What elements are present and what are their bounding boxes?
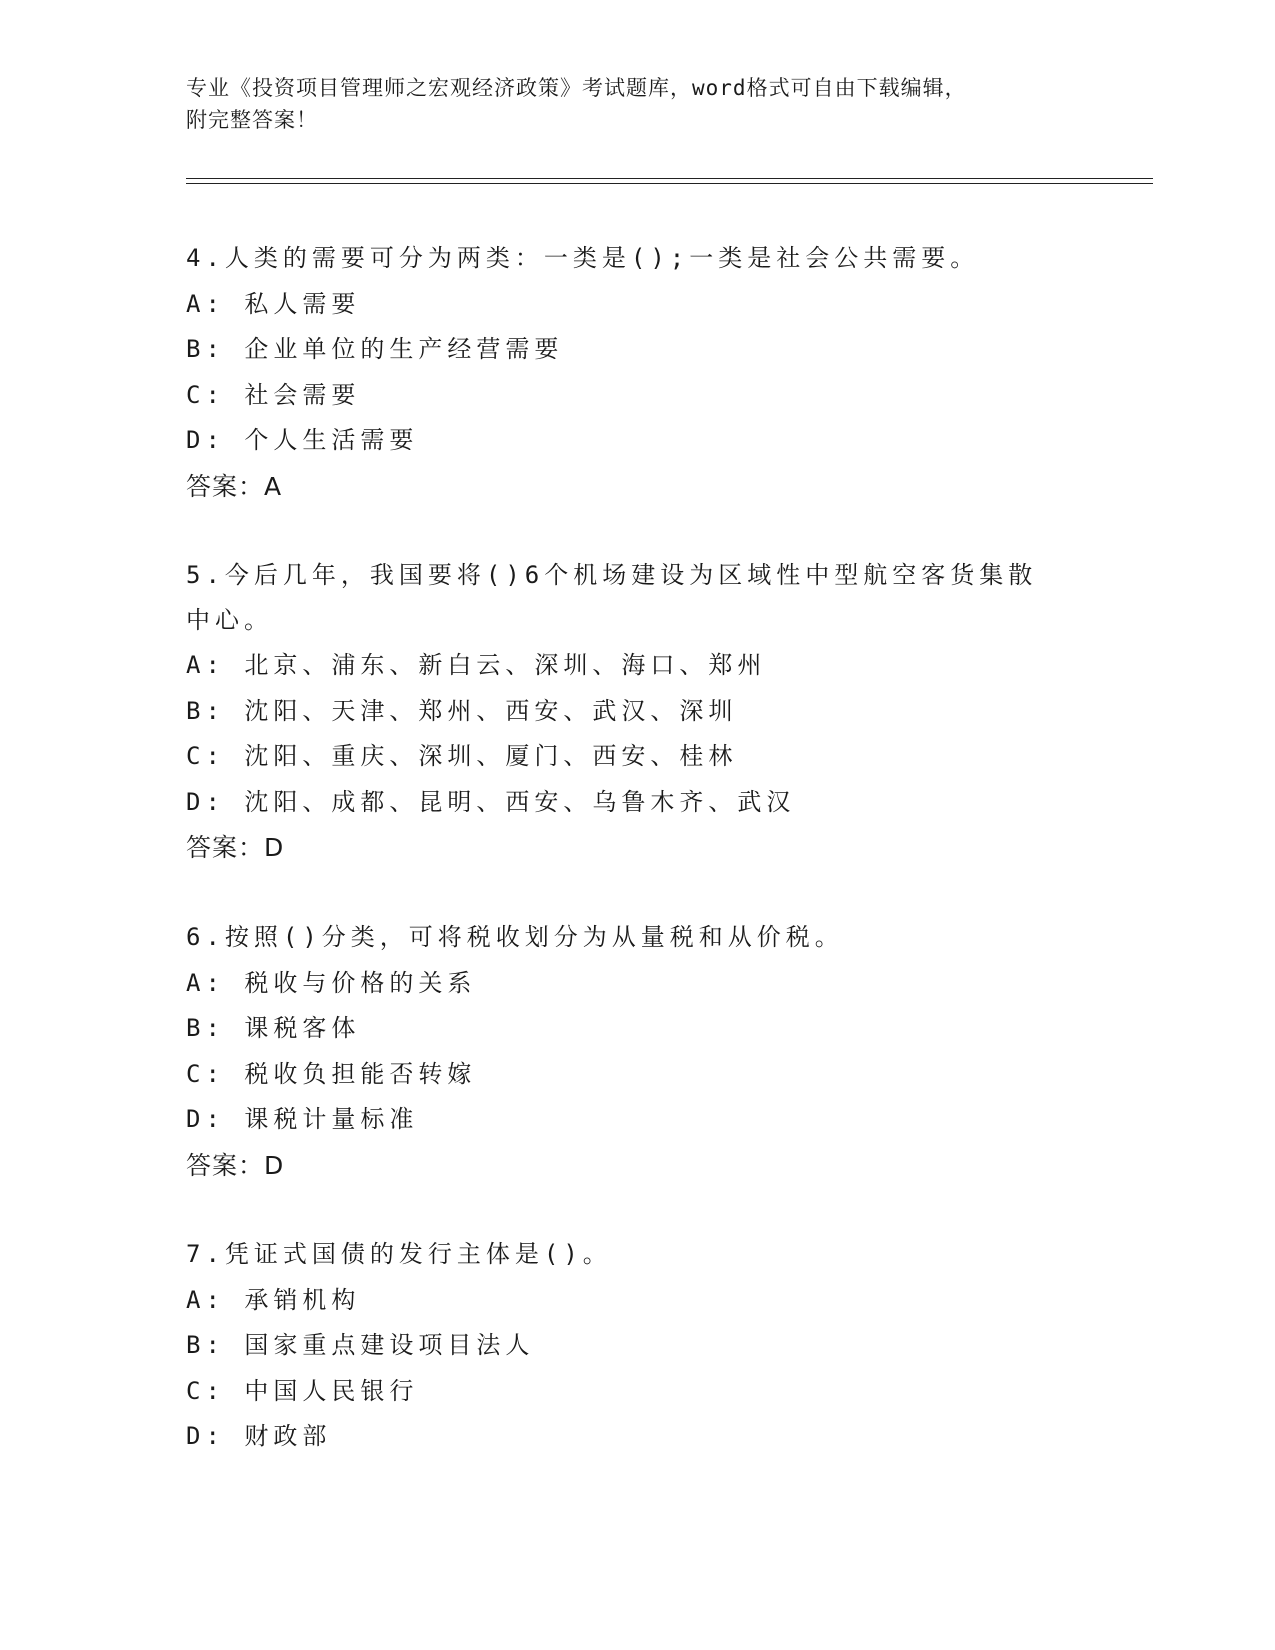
answer-label: 答案：D: [186, 1150, 285, 1180]
header-line-1: 专业《投资项目管理师之宏观经济政策》考试题库，word格式可自由下载编辑，: [186, 76, 967, 100]
option-d: D: 财政部: [186, 1422, 332, 1450]
question-stem: 5.今后几年，我国要将()6个机场建设为区域性中型航空客货集散中心。: [186, 561, 1038, 634]
header-divider-bottom: [186, 183, 1153, 184]
header-line-2: 附完整答案！: [186, 108, 318, 132]
option-a: A: 私人需要: [186, 289, 361, 318]
option-b: B: 沈阳、天津、郑州、西安、武汉、深圳: [186, 696, 738, 725]
option-d: D: 沈阳、成都、昆明、西安、乌鲁木齐、武汉: [186, 787, 796, 816]
question-stem: 7.凭证式国债的发行主体是()。: [186, 1240, 612, 1268]
option-a: A: 承销机构: [186, 1285, 361, 1314]
question-5: [186, 553, 1086, 871]
option-c: C: 税收负担能否转嫁: [186, 1059, 477, 1088]
question-7: [186, 1232, 1086, 1460]
option-b: B: 课税客体: [186, 1014, 361, 1042]
option-d: D: 课税计量标准: [186, 1105, 419, 1133]
question-6: [186, 915, 1086, 1188]
option-c: C: 中国人民银行: [186, 1376, 419, 1405]
option-d: D: 个人生活需要: [186, 426, 419, 454]
answer-label: 答案：A: [186, 471, 283, 501]
question-stem: 6.按照()分类，可将税收划分为从量税和从价税。: [186, 923, 844, 951]
question-4: [186, 236, 1086, 509]
question-stem: 4.人类的需要可分为两类：一类是();一类是社会公共需要。: [186, 244, 980, 272]
answer-label: 答案：D: [186, 833, 285, 862]
header-divider-top: [186, 178, 1153, 179]
document-header: [186, 72, 1086, 136]
option-c: C: 沈阳、重庆、深圳、厦门、西安、桂林: [186, 742, 738, 770]
option-b: B: 国家重点建设项目法人: [186, 1331, 535, 1359]
option-a: A: 北京、浦东、新白云、深圳、海口、郑州: [186, 651, 767, 679]
option-c: C: 社会需要: [186, 380, 361, 409]
option-b: B: 企业单位的生产经营需要: [186, 335, 564, 363]
option-a: A: 税收与价格的关系: [186, 968, 477, 997]
